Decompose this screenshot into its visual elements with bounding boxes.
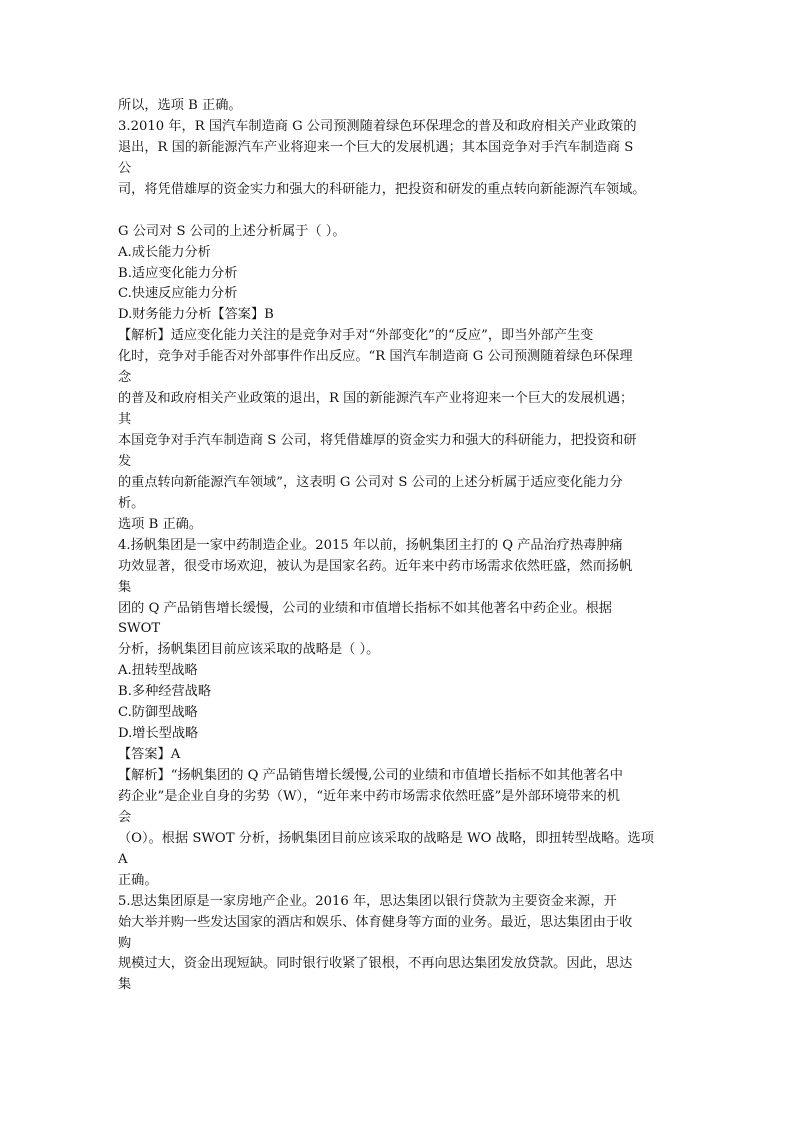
text-line: 发 [118, 453, 132, 469]
option-line: D.财务能力分析【答案】B [118, 307, 274, 323]
text-line: 退出，R 国的新能源汽车产业将迎来一个巨大的发展机遇；其本国竞争对手汽车制造商 S [118, 139, 634, 155]
option-line: C.防御型战略 [118, 705, 198, 721]
text-line: 5.思达集团原是一家房地产企业。2016 年，思达集团以银行贷款为主要资金来源，开 [118, 893, 617, 909]
text-line: 分析，扬帆集团目前应该采取的战略是（ ）。 [118, 642, 380, 658]
text-line: 本国竞争对手汽车制造商 S 公司，将凭借雄厚的资金实力和强大的科研能力，把投资和研 [118, 433, 637, 448]
text-line: 会 [118, 809, 132, 825]
text-line: SWOT [118, 621, 161, 637]
option-line: A.扭转型战略 [118, 663, 198, 679]
text-line: 其 [118, 412, 132, 428]
text-line: 的重点转向新能源汽车领域”，这表明 G 公司对 S 公司的上述分析属于适应变化能力分 [118, 474, 623, 490]
text-line: 集 [118, 977, 132, 993]
text-line: 化时，竞争对手能否对外部事件作出反应。“R 国汽车制造商 G 公司预测随着绿色环保理 [118, 349, 633, 365]
text-line: 司，将凭借雄厚的资金实力和强大的科研能力，把投资和研发的重点转向新能源汽车领域。 [118, 181, 646, 197]
text-line: 功效显著，很受市场欢迎，被认为是国家名药。近年来中药市场需求依然旺盛，然而扬帆 [118, 558, 633, 574]
option-line: A.成长能力分析 [118, 244, 211, 260]
text-line: G 公司对 S 公司的上述分析属于（ ）。 [118, 223, 346, 239]
text-line: 始大举并购一些发达国家的酒店和娱乐、体育健身等方面的业务。最近，思达集团由于收 [118, 914, 633, 930]
text-line: 选项 B 正确。 [118, 516, 203, 532]
text-line: 析。 [118, 495, 145, 511]
text-line: 4.扬帆集团是一家中药制造企业。2015 年以前，扬帆集团主打的 Q 产品治疗热毒肿痛 [118, 537, 623, 553]
text-line: 购 [118, 935, 132, 951]
text-line: 所以，选项 B 正确。 [118, 98, 242, 113]
option-line: B.适应变化能力分析 [118, 265, 238, 281]
option-line: D.增长型战略 [118, 726, 199, 742]
text-line: 集 [118, 579, 132, 595]
text-line: 公 [118, 160, 132, 176]
text-line: A [118, 851, 128, 867]
text-line: 念 [118, 370, 132, 386]
text-line: （O）。根据 SWOT 分析，扬帆集团目前应该采取的战略是 WO 战略，即扭转型战略。选项 [118, 830, 654, 846]
text-line: 团的 Q 产品销售增长缓慢，公司的业绩和市值增长指标不如其他著名中药企业。根据 [118, 600, 612, 616]
option-line: C.快速反应能力分析 [118, 286, 238, 302]
blank-line [118, 201, 678, 222]
document-page [118, 96, 678, 996]
text-line: 3.2010 年，R 国汽车制造商 G 公司预测随着绿色环保理念的普及和政府相关产业政策的 [118, 118, 637, 134]
option-line: B.多种经营战略 [118, 684, 212, 700]
answer-line: 【答案】A [118, 747, 181, 763]
text-line: 正确。 [118, 872, 158, 888]
text-line: 规模过大，资金出现短缺。同时银行收紧了银根，不再向思达集团发放贷款。因此，思达 [118, 956, 633, 972]
text-line: 【解析】适应变化能力关注的是竞争对手对“外部变化”的“反应”，即当外部产生变 [118, 328, 594, 344]
text-line: 药企业”是企业自身的劣势（W），“近年来中药市场需求依然旺盛”是外部环境带来的机 [118, 788, 620, 804]
text-line: 的普及和政府相关产业政策的退出，R 国的新能源汽车产业将迎来一个巨大的发展机遇； [118, 391, 634, 407]
text-line: 【解析】“扬帆集团的 Q 产品销售增长缓慢,公司的业绩和市值增长指标不如其他著名中 [118, 768, 623, 783]
